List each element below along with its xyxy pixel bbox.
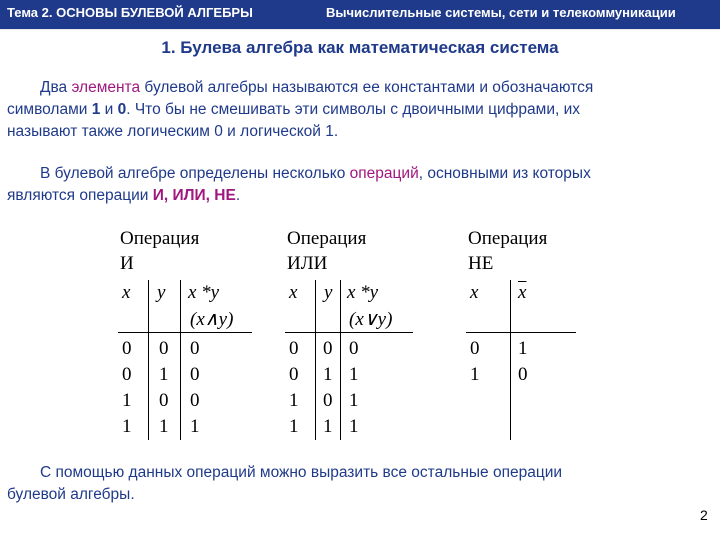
column-header-x: x [470, 282, 479, 303]
paragraph-line: булевой алгебры. [7, 486, 135, 503]
column-header-result: x *y [188, 282, 220, 303]
text-span: , основными из которых [418, 165, 591, 182]
column-header-x: x [122, 282, 131, 303]
table-cell: 0 [122, 338, 132, 359]
table-cell: 1 [159, 364, 169, 385]
text-span: булевой алгебры называются ее константами и обозначаются [140, 79, 594, 96]
table-cell: 0 [289, 338, 299, 359]
page-number: 2 [700, 507, 708, 523]
table-cell: 1 [289, 416, 299, 437]
table-cell: 0 [190, 390, 200, 411]
text-span: символами [7, 101, 92, 118]
column-divider [510, 280, 511, 440]
bold-symbol: 1 [91, 101, 101, 118]
slide-title: 1. Булева алгебра как математическая система [161, 38, 559, 57]
column-header-not-x: $\overline{x}$ [518, 282, 527, 303]
table-operation-name: И [120, 253, 134, 274]
table-cell: 0 [122, 364, 132, 385]
table-cell: 1 [323, 364, 333, 385]
column-divider [340, 280, 341, 440]
paragraph-operations [7, 163, 693, 207]
header-divider [118, 332, 252, 333]
text-span: . Что бы не смешивать эти символы с двоичными цифрами, их [126, 101, 581, 118]
table-cell: 0 [159, 338, 169, 359]
table-cell: 0 [159, 390, 169, 411]
table-cell: 0 [190, 364, 200, 385]
table-caption: Операция [468, 228, 548, 249]
table-cell: 1 [122, 416, 132, 437]
emphasis-term: элемента [71, 79, 141, 96]
text-span: В булевой алгебре определены несколько [40, 165, 350, 182]
column-header-result: x *y [347, 282, 379, 303]
column-divider [148, 280, 149, 440]
column-divider [315, 280, 316, 440]
header-divider [466, 332, 576, 333]
table-cell: 1 [349, 364, 359, 385]
table-caption: Операция [287, 228, 367, 249]
text-span: Два [40, 79, 72, 96]
paragraph-line: С помощью данных операций можно выразить все остальные операции [40, 464, 563, 481]
column-header-y: y [324, 282, 333, 303]
table-cell: 0 [289, 364, 299, 385]
table-cell: 1 [323, 416, 333, 437]
table-cell: 1 [190, 416, 200, 437]
table-cell: 0 [518, 364, 528, 385]
text-span: являются операции [7, 187, 153, 204]
table-operation-name: ИЛИ [287, 253, 328, 274]
emphasis-term: И, ИЛИ, НЕ [152, 187, 236, 204]
paragraph-conclusion [7, 462, 693, 506]
table-cell: 1 [289, 390, 299, 411]
table-cell: 1 [349, 390, 359, 411]
paragraph-line: называют также логическим 0 и логической 1. [7, 123, 339, 140]
column-header-y: y [157, 282, 166, 303]
slide-header [0, 0, 720, 30]
emphasis-term: операций [349, 165, 419, 182]
text-span: и [100, 101, 118, 118]
table-cell: 1 [518, 338, 528, 359]
header-divider [285, 332, 413, 333]
table-cell: 1 [122, 390, 132, 411]
table-cell: 1 [159, 416, 169, 437]
table-caption: Операция [120, 228, 200, 249]
paragraph-line [7, 77, 693, 99]
paragraph-line [7, 163, 693, 185]
paragraph-line [7, 99, 693, 121]
column-header-formula: (x∧y) [190, 309, 234, 330]
table-cell: 0 [323, 338, 333, 359]
text-span: . [235, 187, 241, 204]
table-cell: 0 [190, 338, 200, 359]
column-header-formula: (x∨y) [349, 309, 393, 330]
column-header-x: x [289, 282, 298, 303]
table-cell: 0 [323, 390, 333, 411]
paragraph-line [7, 185, 693, 207]
paragraph-constants [7, 77, 693, 143]
table-cell: 0 [470, 338, 480, 359]
table-operation-name: НЕ [468, 253, 494, 274]
bold-symbol: 0 [117, 101, 127, 118]
table-cell: 0 [349, 338, 359, 359]
table-cell: 1 [470, 364, 480, 385]
column-divider [180, 280, 181, 440]
header-course: Вычислительные системы, сети и телекоммуникации [326, 5, 676, 20]
table-cell: 1 [349, 416, 359, 437]
header-topic: Тема 2. ОСНОВЫ БУЛЕВОЙ АЛГЕБРЫ [7, 5, 253, 20]
